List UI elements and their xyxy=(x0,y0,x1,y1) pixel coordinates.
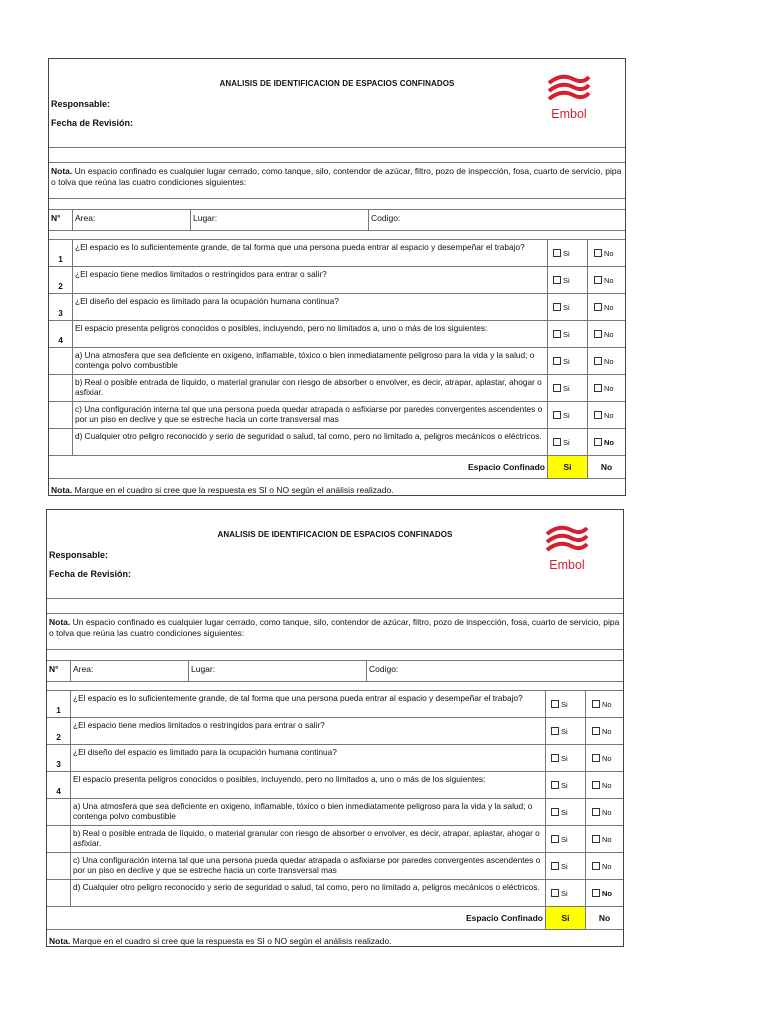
si-label: Si xyxy=(563,383,570,393)
question-row xyxy=(47,799,623,826)
no-label: No xyxy=(602,888,612,898)
logo-text: Embol xyxy=(551,107,587,121)
question-text: d) Cualquier otro peligro reconocido y serio de seguridad o salud, tal como, pero no limitado a, peligros mecánicos o eléctricos. xyxy=(71,880,546,906)
si-checkbox[interactable] xyxy=(548,321,588,347)
checkbox-icon[interactable] xyxy=(594,249,602,257)
checkbox-icon[interactable] xyxy=(594,357,602,365)
espacio-confinado-row xyxy=(49,456,625,479)
question-number: 2 xyxy=(49,267,73,293)
no-label: No xyxy=(604,437,614,447)
checkbox-icon[interactable] xyxy=(594,411,602,419)
no-checkbox[interactable] xyxy=(586,772,623,798)
checkbox-icon[interactable] xyxy=(553,330,561,338)
question-number xyxy=(47,853,71,879)
espacio-confinado-label: Espacio Confinado xyxy=(47,907,546,929)
embol-logo xyxy=(541,524,593,582)
no-label: No xyxy=(604,302,614,312)
checkbox-icon[interactable] xyxy=(551,727,559,735)
no-checkbox[interactable] xyxy=(586,691,623,717)
column-header-row xyxy=(47,661,623,682)
nota-instruction xyxy=(49,479,625,495)
nota-label: Nota. xyxy=(51,166,73,176)
checkbox-icon[interactable] xyxy=(553,249,561,257)
confinado-no-cell[interactable]: No xyxy=(598,913,611,923)
checkbox-icon[interactable] xyxy=(592,889,600,897)
si-checkbox[interactable] xyxy=(548,429,588,455)
confined-space-form xyxy=(46,509,624,947)
si-label: Si xyxy=(563,275,570,285)
no-label: No xyxy=(604,383,614,393)
no-label: No xyxy=(604,356,614,366)
form-header xyxy=(47,510,623,599)
si-checkbox[interactable] xyxy=(546,691,586,717)
question-row xyxy=(47,826,623,853)
checkbox-icon[interactable] xyxy=(594,330,602,338)
checkbox-icon[interactable] xyxy=(592,862,600,870)
question-row xyxy=(49,267,625,294)
no-checkbox[interactable] xyxy=(588,294,625,320)
blank-row xyxy=(49,148,625,163)
si-checkbox[interactable] xyxy=(546,772,586,798)
confined-space-form xyxy=(48,58,626,496)
question-row xyxy=(49,240,625,267)
blank-row xyxy=(47,650,623,661)
si-label: Si xyxy=(561,753,568,763)
checkbox-icon[interactable] xyxy=(553,357,561,365)
checkbox-icon[interactable] xyxy=(592,781,600,789)
no-checkbox[interactable] xyxy=(588,321,625,347)
nota-text: Un espacio confinado es cualquier lugar cerrado, como tanque, silo, contendor de azúcar, filtro, pozo de inspección, fosa, cuarto de servicio, pipa o tolva que reúna las cuatro condiciones siguientes: xyxy=(51,166,622,187)
nota2-text: Marque en el cuadro si cree que la respuesta es SI o NO según el análisis realizado. xyxy=(70,936,392,946)
si-label: Si xyxy=(563,248,570,258)
si-label: Si xyxy=(563,302,570,312)
checkbox-icon[interactable] xyxy=(551,835,559,843)
checkbox-icon[interactable] xyxy=(592,700,600,708)
responsable-label: Responsable: xyxy=(49,550,109,560)
area-field[interactable]: Area: xyxy=(71,661,189,681)
si-label: Si xyxy=(563,329,570,339)
question-text: ¿El espacio tiene medios limitados o restringidos para entrar o salir? xyxy=(73,267,548,293)
codigo-field[interactable]: Codigo: xyxy=(369,664,399,674)
question-row xyxy=(49,321,625,348)
question-number xyxy=(49,348,73,374)
checkbox-icon[interactable] xyxy=(594,303,602,311)
nota-instruction xyxy=(47,930,623,946)
confinado-si-cell[interactable]: Si xyxy=(548,456,588,478)
no-label: No xyxy=(602,780,612,790)
checkbox-icon[interactable] xyxy=(551,889,559,897)
si-checkbox[interactable] xyxy=(546,745,586,771)
blank-row xyxy=(47,599,623,614)
question-row xyxy=(47,853,623,880)
blank-row xyxy=(49,231,625,240)
no-checkbox[interactable] xyxy=(588,348,625,374)
nota-intro xyxy=(47,614,623,650)
embol-logo xyxy=(543,73,595,131)
logo-text: Embol xyxy=(549,558,585,572)
si-label: Si xyxy=(563,356,570,366)
checkbox-icon[interactable] xyxy=(592,835,600,843)
question-row xyxy=(47,772,623,799)
question-row xyxy=(49,429,625,456)
no-checkbox[interactable] xyxy=(588,402,625,428)
no-checkbox[interactable] xyxy=(588,240,625,266)
no-label: No xyxy=(602,861,612,871)
form-title: ANALISIS DE IDENTIFICACION DE ESPACIOS CONFINADOS xyxy=(217,530,453,539)
si-checkbox[interactable] xyxy=(546,880,586,906)
responsable-label: Responsable: xyxy=(51,99,111,109)
si-checkbox[interactable] xyxy=(548,348,588,374)
question-text: ¿El espacio tiene medios limitados o restringidos para entrar o salir? xyxy=(71,718,546,744)
checkbox-icon[interactable] xyxy=(553,411,561,419)
question-text: ¿El diseño del espacio es limitado para la ocupación humana continua? xyxy=(71,745,546,771)
si-checkbox[interactable] xyxy=(546,826,586,852)
question-row xyxy=(49,348,625,375)
blank-row xyxy=(49,199,625,210)
si-checkbox[interactable] xyxy=(546,799,586,825)
checkbox-icon[interactable] xyxy=(592,808,600,816)
question-number: 4 xyxy=(47,772,71,798)
question-number: 1 xyxy=(47,691,71,717)
question-text: a) Una atmosfera que sea deficiente en oxigeno, inflamable, tóxico o bien inmediatamente peligroso para la vida y la salud; o contenga polvo combustible xyxy=(73,348,548,374)
si-checkbox[interactable] xyxy=(548,240,588,266)
si-label: Si xyxy=(561,699,568,709)
area-field[interactable]: Area: xyxy=(73,210,191,230)
no-checkbox[interactable] xyxy=(588,267,625,293)
checkbox-icon[interactable] xyxy=(551,781,559,789)
checkbox-icon[interactable] xyxy=(592,727,600,735)
question-number xyxy=(47,826,71,852)
si-label: Si xyxy=(561,861,568,871)
no-label: No xyxy=(604,329,614,339)
si-label: Si xyxy=(561,834,568,844)
si-label: Si xyxy=(561,807,568,817)
col-number: N° xyxy=(49,210,73,230)
no-checkbox[interactable] xyxy=(586,799,623,825)
no-checkbox[interactable] xyxy=(586,745,623,771)
fecha-revision-label: Fecha de Revisión: xyxy=(51,118,134,128)
question-number xyxy=(47,880,71,906)
si-label: Si xyxy=(563,437,570,447)
checkbox-icon[interactable] xyxy=(551,808,559,816)
checkbox-icon[interactable] xyxy=(551,700,559,708)
question-row xyxy=(47,880,623,907)
question-text: a) Una atmosfera que sea deficiente en oxigeno, inflamable, tóxico o bien inmediatamente peligroso para la vida y la salud; o contenga polvo combustible xyxy=(71,799,546,825)
no-label: No xyxy=(602,834,612,844)
question-row xyxy=(49,402,625,429)
nota-label: Nota. xyxy=(49,617,71,627)
checkbox-icon[interactable] xyxy=(553,438,561,446)
espacio-confinado-row xyxy=(47,907,623,930)
checkbox-icon[interactable] xyxy=(551,754,559,762)
lugar-field[interactable]: Lugar: xyxy=(191,210,369,230)
question-text: c) Una configuración interna tal que una persona pueda quedar atrapada o asfixiarse por paredes convergentes ascendentes o por un piso en declive y que se estreche hacia un corte transversal mas xyxy=(71,853,546,879)
question-text: El espacio presenta peligros conocidos o posibles, incluyendo, pero no limitados a, uno o más de los siguientes: xyxy=(73,321,548,347)
col-number: N° xyxy=(47,661,71,681)
checkbox-icon[interactable] xyxy=(553,384,561,392)
no-label: No xyxy=(602,807,612,817)
question-text: b) Real o posible entrada de líquido, o material granular con riesgo de absorber o envolver, es decir, atrapar, aplastar, ahogar o asfixiar. xyxy=(71,826,546,852)
nota2-label: Nota. xyxy=(51,485,73,495)
question-number xyxy=(49,429,73,455)
checkbox-icon[interactable] xyxy=(553,303,561,311)
checkbox-icon[interactable] xyxy=(594,384,602,392)
checkbox-icon[interactable] xyxy=(594,276,602,284)
confinado-no-cell[interactable]: No xyxy=(600,462,613,472)
si-label: Si xyxy=(561,888,568,898)
fecha-revision-label: Fecha de Revisión: xyxy=(49,569,132,579)
question-text: d) Cualquier otro peligro reconocido y serio de seguridad o salud, tal como, pero no limitado a, peligros mecánicos o eléctricos. xyxy=(73,429,548,455)
question-text: ¿El espacio es lo suficientemente grande, de tal forma que una persona pueda entrar al espacio y desempeñar el trabajo? xyxy=(71,691,546,717)
question-text: c) Una configuración interna tal que una persona pueda quedar atrapada o asfixiarse por paredes convergentes ascendentes o por un piso en declive y que se estreche hacia un corte transversal mas xyxy=(73,402,548,428)
no-checkbox[interactable] xyxy=(586,880,623,906)
si-checkbox[interactable] xyxy=(546,718,586,744)
embol-logo-icon xyxy=(541,524,593,558)
si-checkbox[interactable] xyxy=(548,267,588,293)
nota2-label: Nota. xyxy=(49,936,71,946)
question-number: 2 xyxy=(47,718,71,744)
no-checkbox[interactable] xyxy=(588,429,625,455)
no-label: No xyxy=(602,753,612,763)
checkbox-icon[interactable] xyxy=(551,862,559,870)
lugar-field[interactable]: Lugar: xyxy=(189,661,367,681)
question-number: 3 xyxy=(47,745,71,771)
question-row xyxy=(49,375,625,402)
question-row xyxy=(47,691,623,718)
si-checkbox[interactable] xyxy=(548,294,588,320)
question-text: ¿El espacio es lo suficientemente grande, de tal forma que una persona pueda entrar al espacio y desempeñar el trabajo? xyxy=(73,240,548,266)
column-header-row xyxy=(49,210,625,231)
si-checkbox[interactable] xyxy=(548,402,588,428)
si-label: Si xyxy=(561,726,568,736)
no-checkbox[interactable] xyxy=(586,826,623,852)
no-label: No xyxy=(602,699,612,709)
confinado-si-cell[interactable]: Si xyxy=(546,907,586,929)
si-label: Si xyxy=(563,410,570,420)
codigo-field[interactable]: Codigo: xyxy=(371,213,401,223)
si-checkbox[interactable] xyxy=(546,853,586,879)
blank-row xyxy=(47,682,623,691)
no-checkbox[interactable] xyxy=(586,853,623,879)
no-checkbox[interactable] xyxy=(586,718,623,744)
no-label: No xyxy=(602,726,612,736)
no-checkbox[interactable] xyxy=(588,375,625,401)
no-label: No xyxy=(604,248,614,258)
checkbox-icon[interactable] xyxy=(594,438,602,446)
form-header xyxy=(49,59,625,148)
question-text: El espacio presenta peligros conocidos o posibles, incluyendo, pero no limitados a, uno o más de los siguientes: xyxy=(71,772,546,798)
embol-logo-icon xyxy=(543,73,595,107)
nota-text: Un espacio confinado es cualquier lugar cerrado, como tanque, silo, contendor de azúcar, filtro, pozo de inspección, fosa, cuarto de servicio, pipa o tolva que reúna las cuatro condiciones siguientes: xyxy=(49,617,620,638)
checkbox-icon[interactable] xyxy=(553,276,561,284)
si-checkbox[interactable] xyxy=(548,375,588,401)
question-number: 4 xyxy=(49,321,73,347)
question-row xyxy=(49,294,625,321)
espacio-confinado-label: Espacio Confinado xyxy=(49,456,548,478)
question-number: 1 xyxy=(49,240,73,266)
no-label: No xyxy=(604,275,614,285)
question-text: ¿El diseño del espacio es limitado para la ocupación humana continua? xyxy=(73,294,548,320)
question-number xyxy=(47,799,71,825)
question-number: 3 xyxy=(49,294,73,320)
question-row xyxy=(47,718,623,745)
nota-intro xyxy=(49,163,625,199)
si-label: Si xyxy=(561,780,568,790)
question-row xyxy=(47,745,623,772)
no-label: No xyxy=(604,410,614,420)
question-number xyxy=(49,375,73,401)
checkbox-icon[interactable] xyxy=(592,754,600,762)
nota2-text: Marque en el cuadro si cree que la respuesta es SI o NO según el análisis realizado. xyxy=(72,485,394,495)
question-number xyxy=(49,402,73,428)
form-title: ANALISIS DE IDENTIFICACION DE ESPACIOS CONFINADOS xyxy=(219,79,455,88)
question-text: b) Real o posible entrada de líquido, o material granular con riesgo de absorber o envolver, es decir, atrapar, aplastar, ahogar o asfixiar. xyxy=(73,375,548,401)
